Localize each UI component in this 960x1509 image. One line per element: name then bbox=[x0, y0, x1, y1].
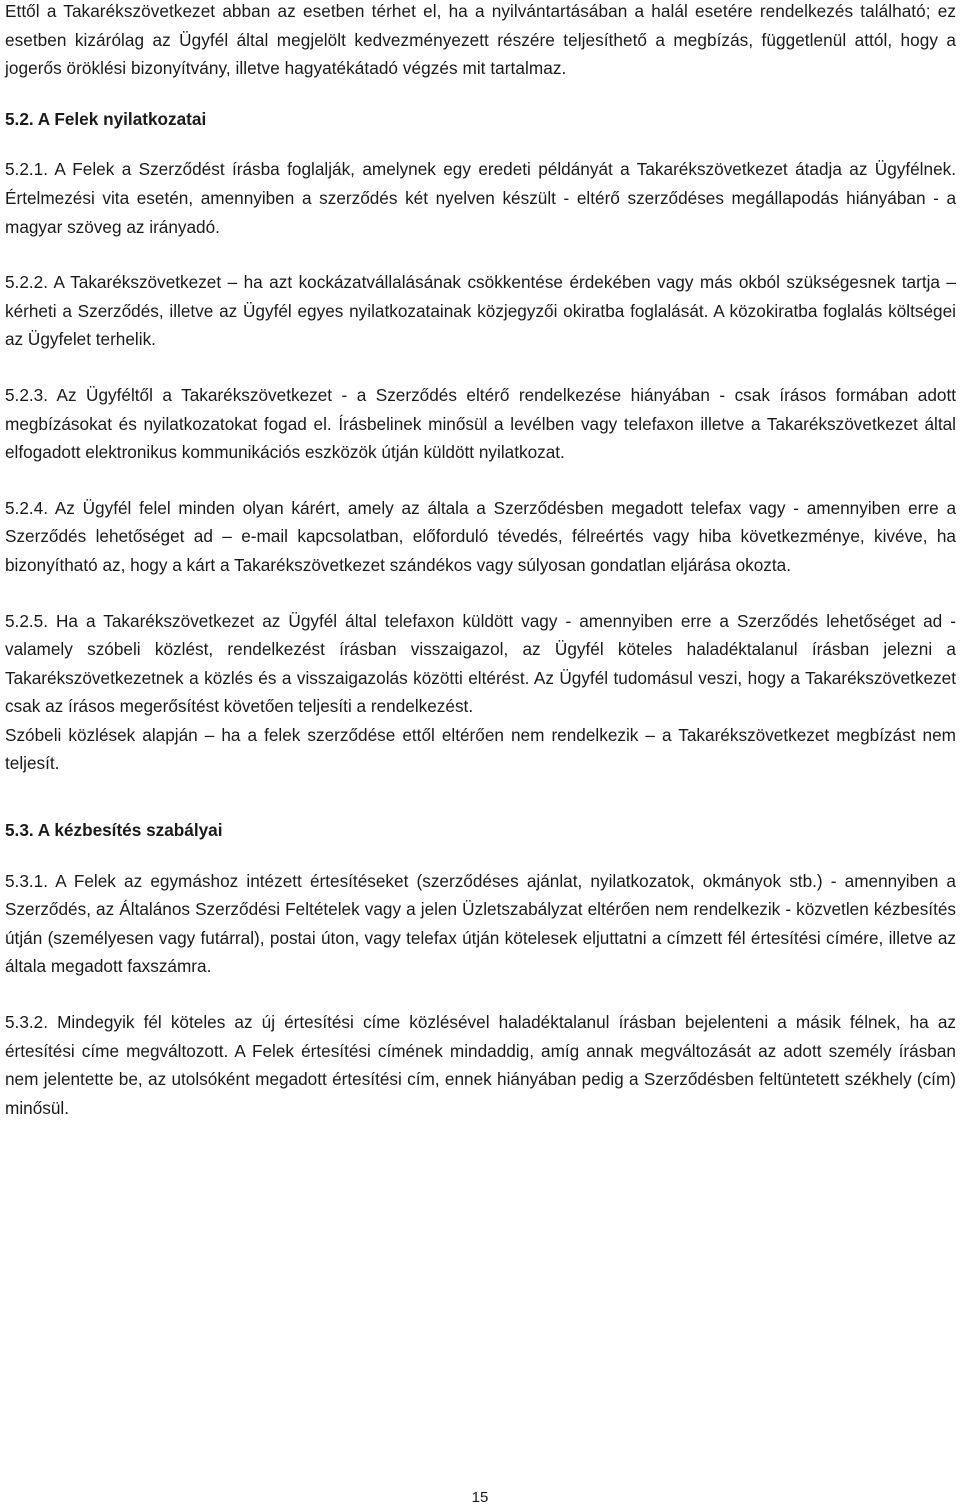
paragraph-5-2-5-oral: Szóbeli közlések alapján – ha a felek szerződése ettől eltérően nem rendelkezik – a Takarékszövetkezet megbízást nem teljesít. bbox=[5, 724, 956, 774]
paragraph-intro: Ettől a Takarékszövetkezet abban az esetben térhet el, ha a nyilvántartásában a halál esetére rendelkezés található; ez esetben kizárólag az Ügyfél által megjelölt kedvezményezett részére teljesíthető a megbízás, függetlenül attól, hogy a jogerős öröklési bizonyítvány, illetve hagyatékátadó végzés mit tartalmaz. bbox=[5, 1, 956, 79]
paragraph-5-3-2: 5.3.2. Mindegyik fél köteles az új értesítési címe közlésével haladéktalanul írásban bejelenteni a másik félnek, ha az értesítési címe megváltozott. A Felek értesítési címének mindaddig, amíg annak megváltozását az adott személy írásban nem jelentette be, az utolsóként megadott értesítési cím, ennek hiányában pedig a Szerződésben feltüntetett székhely (cím) minősül. bbox=[5, 1012, 956, 1118]
paragraph-5-3-1: 5.3.1. A Felek az egymáshoz intézett értesítéseket (szerződéses ajánlat, nyilatkozatok, okmányok stb.) - amennyiben a Szerződés, az Általános Szerződési Feltételek vagy a jelen Üzletszabályzat eltérően nem rendelkezik - közvetlen kézbesítés útján (személyesen vagy futárral), postai úton, vagy telefax útján kötelesek eljuttatni a címzett fél értesítési címére, illetve az általa megadott faxszámra. bbox=[5, 870, 956, 977]
page-number: 15 bbox=[471, 1489, 489, 1506]
paragraph-5-2-4: 5.2.4. Az Ügyfél felel minden olyan kárért, amely az általa a Szerződésben megadott telefax vagy - amennyiben erre a Szerződés lehetőséget ad – e-mail kapcsolatban, előforduló tévedés, félreértés vagy hiba következménye, kivéve, ha bizonyítható az, hogy a kárt a Takarékszövetkezet szándékos vagy súlyosan gondatlan eljárása okozta. bbox=[5, 497, 956, 575]
document-page bbox=[5, 0, 956, 1122]
paragraph-5-2-5: 5.2.5. Ha a Takarékszövetkezet az Ügyfél által telefaxon küldött vagy - amennyiben erre a Szerződés lehetőséget ad - valamely szóbeli közlést, rendelkezést írásban visszaigazol, az Ügyfél köteles haladéktalanul írásban jelezni a Takarékszövetkezetnek a közlés és a visszaigazolás közötti eltérést. Az Ügyfél tudomásul veszi, hogy a Takarékszövetkezet csak az írásos megerősítést követően teljesíti a rendelkezést. bbox=[5, 610, 956, 717]
paragraph-5-2-2: 5.2.2. A Takarékszövetkezet – ha azt kockázatvállalásának csökkentése érdekében vagy más okból szükségesnek tartja – kérheti a Szerződés, illetve az Ügyfél egyes nyilatkozatainak közjegyzői okiratba foglalását. A közokiratba foglalás költségei az Ügyfelet terhelik. bbox=[5, 272, 956, 350]
paragraph-5-2-3: 5.2.3. Az Ügyféltől a Takarékszövetkezet - a Szerződés eltérő rendelkezése hiányában - csak írásos formában adott megbízásokat és nyilatkozatokat fogad el. Írásbelinek minősül a levélben vagy telefaxon illetve a Takarékszövetkezet által elfogadott elektronikus kommunikációs eszközök útján küldött nyilatkozat. bbox=[5, 384, 956, 463]
paragraph-5-2-1: 5.2.1. A Felek a Szerződést írásba foglalják, amelynek egy eredeti példányát a Takarékszövetkezet átadja az Ügyfélnek. Értelmezési vita esetén, amennyiben a szerződés két nyelven készült - eltérő szerződéses megállapodás hiányában - a magyar szöveg az irányadó. bbox=[5, 159, 956, 237]
heading-5-2: 5.2. A Felek nyilatkozatai bbox=[5, 108, 207, 129]
heading-5-3: 5.3. A kézbesítés szabályai bbox=[5, 820, 223, 841]
